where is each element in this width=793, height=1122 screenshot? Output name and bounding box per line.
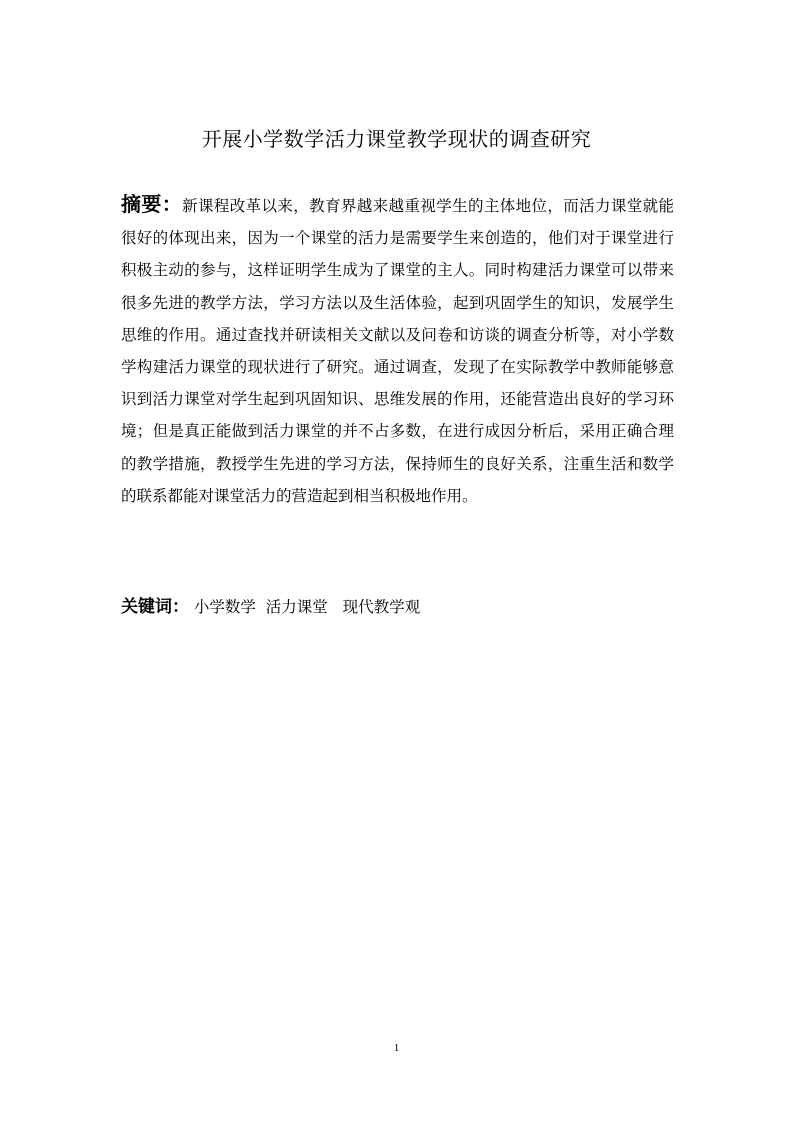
- keywords-label: 关键词：: [121, 597, 189, 617]
- keywords-text: 小学数学 活力课堂 现代教学观: [189, 598, 421, 616]
- abstract-text: 新课程改革以来，教育界越来越重视学生的主体地位，而活力课堂就能很好的体现出来，因为一个课堂的活力是需要学生来创造的，他们对于课堂进行积极主动的参与，这样证明学生成为了课堂的主人。同时构建活力课堂可以带来很多先进的教学方法，学习方法以及生活体验，起到巩固学生的知识，发展学生思维的作用。通过查找并研读相关文献以及问卷和访谈的调查分析等，对小学数学构建活力课堂的现状进行了研究。通过调查，发现了在实际教学中教师能够意识到活力课堂对学生起到巩固知识、思维发展的作用，还能营造出良好的学习环境；但是真正能做到活力课堂的并不占多数，在进行成因分析后，采用正确合理的教学措施，教授学生先进的学习方法，保持师生的良好关系，注重生活和数学的联系都能对课堂活力的营造起到相当积极地作用。: [121, 197, 674, 505]
- abstract-paragraph: [121, 188, 674, 512]
- abstract-label: 摘要：: [121, 192, 183, 216]
- keywords-line: [121, 594, 674, 620]
- page-number: 1: [393, 1042, 400, 1054]
- document-title: 开展小学数学活力课堂教学现状的调查研究: [201, 127, 592, 151]
